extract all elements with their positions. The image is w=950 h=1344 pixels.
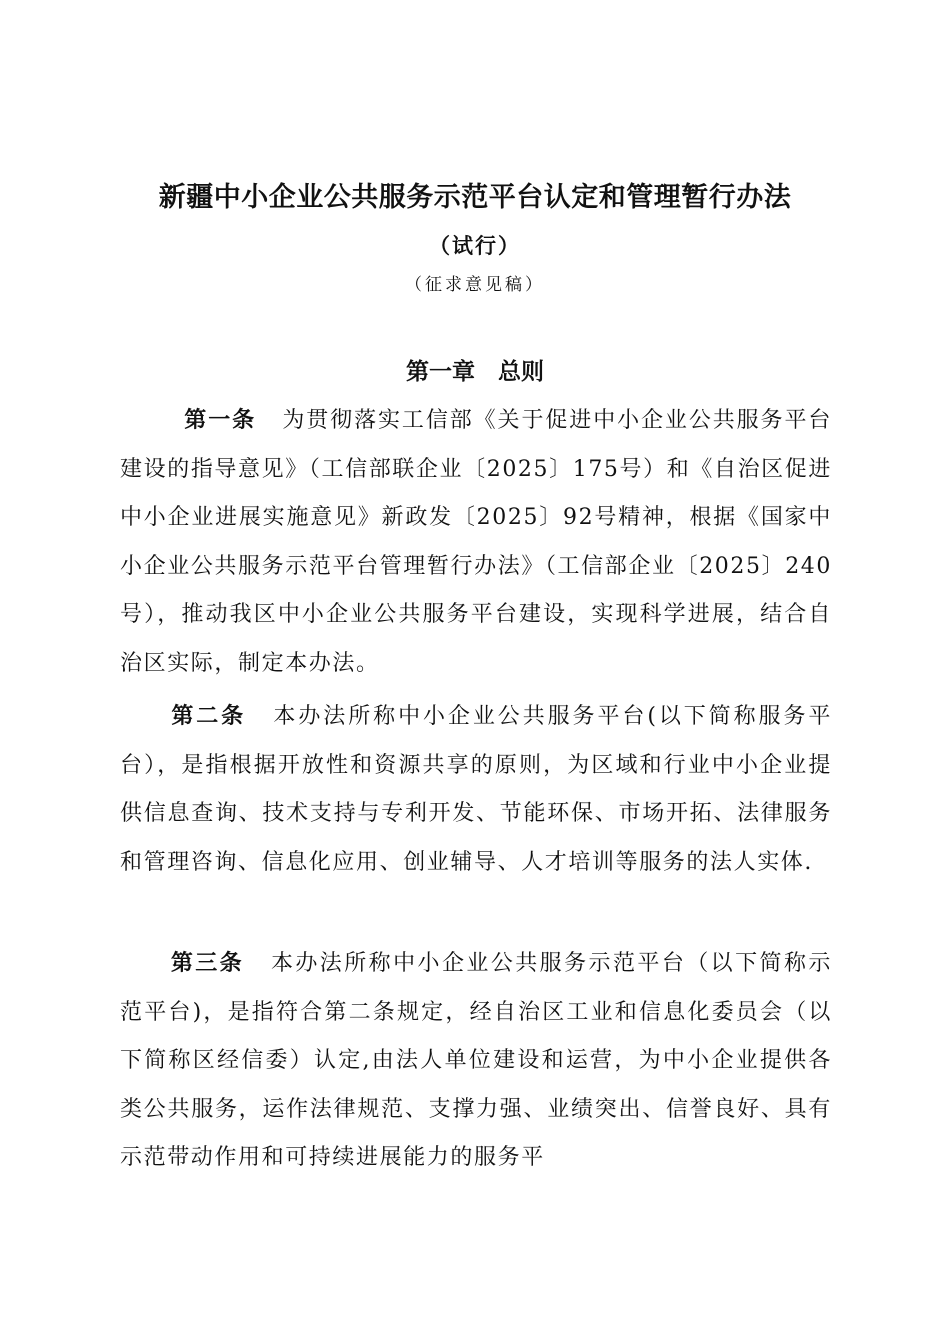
document-title: 新疆中小企业公共服务示范平台认定和管理暂行办法 — [158, 182, 792, 213]
article-text: 为贯彻落实工信部《关于促进中小企业公共服务平台建设的指导意见》（工信部联企业〔2025〕175号）和《自治区促进中小企业进展实施意见》新政发〔2025〕92号精神，根据《国家中小企业公共服务示范平台管理暂行办法》（工信部企业〔2025〕240号），推动我区中小企业公共服务平台建设，实现科学进展，结合自治区实际，制定本办法。 — [120, 408, 832, 676]
chapter-heading: 第一章 总则 — [406, 359, 544, 385]
article-3 — [120, 940, 832, 1183]
article-label: 第二条 — [170, 704, 247, 729]
article-label: 第三条 — [170, 951, 245, 976]
article-label: 第一条 — [184, 408, 257, 433]
article-text: 本办法所称中小企业公共服务平台(以下简称服务平台），是指根据开放性和资源共享的原则，为区域和行业中小企业提供信息查询、技术支持与专利开发、节能环保、市场开拓、法律服务和管理咨询、信息化应用、创业辅导、人才培训等服务的法人实体. — [120, 704, 832, 875]
document-subtitle: （试行） — [429, 234, 521, 258]
draft-note: （征求意见稿） — [405, 275, 545, 295]
article-text: 本办法所称中小企业公共服务示范平台（以下简称示范平台)，是指符合第二条规定，经自治区工业和信息化委员会（以下简称区经信委）认定,由法人单位建设和运营，为中小企业提供各类公共服务，运作法律规范、支撑力强、业绩突出、信誉良好、具有示范带动作用和可持续进展能力的服务平 — [120, 951, 832, 1170]
article-2 — [120, 693, 832, 887]
article-1 — [120, 397, 832, 688]
